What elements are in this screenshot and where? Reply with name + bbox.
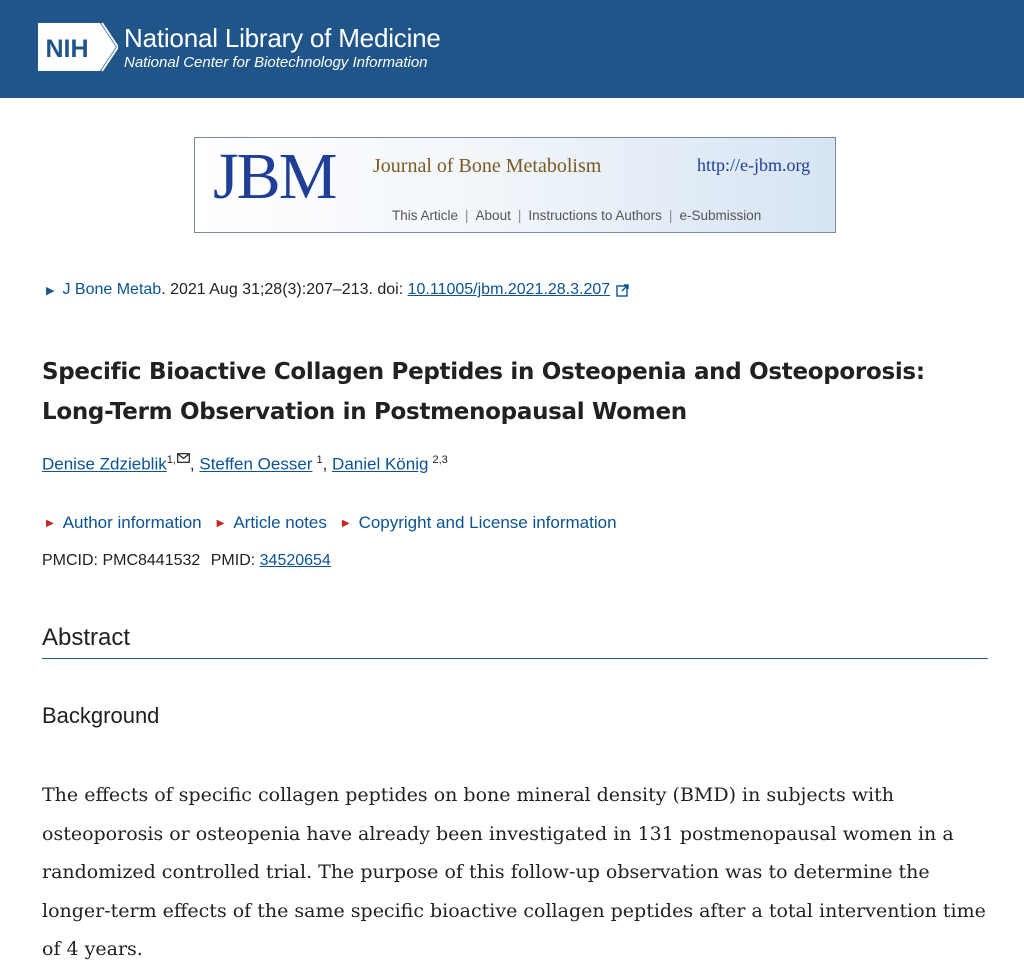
expand-triangle-icon: ▶ (341, 517, 350, 529)
author-information-toggle[interactable] (46, 513, 202, 533)
expand-triangle-icon: ▶ (216, 517, 225, 529)
toggle-label: Article notes (233, 513, 327, 532)
author-link[interactable]: Denise Zdzieblik (42, 454, 167, 474)
mail-icon[interactable] (177, 453, 190, 463)
background-heading: Background (42, 703, 160, 728)
article-info-links (46, 513, 632, 533)
pmid-link[interactable]: 34520654 (259, 552, 331, 569)
external-link-icon (616, 284, 629, 297)
doi-link[interactable]: 10.11005/jbm.2021.28.3.207 (407, 281, 611, 298)
citation-line (46, 281, 629, 299)
pmcid-label: PMCID: (42, 552, 103, 569)
journal-banner[interactable] (194, 137, 836, 233)
nav-instructions[interactable]: Instructions to Authors (528, 208, 662, 223)
article-ids (42, 552, 331, 570)
nih-subtitle: National Center for Biotechnology Information (124, 54, 428, 71)
journal-url[interactable]: http://e-jbm.org (697, 155, 811, 175)
nav-separator: | (668, 208, 673, 223)
background-paragraph: The effects of specific collagen peptides on bone mineral density (BMD) in subjects with osteoporosis or osteopenia have already been investigated in 131 postmenopausal women in a randomized controlled trial. The purpose of this follow-up observation was to determine the longer-term effects of the same specific bioactive collagen peptides after a total intervention time of 4 years. (42, 784, 986, 960)
abstract-heading: Abstract (42, 624, 131, 651)
author-link[interactable]: Steffen Oesser (199, 454, 313, 474)
pmcid-value: PMC8441532 (102, 552, 201, 569)
expand-triangle-icon: ▶ (46, 517, 54, 529)
citation-details: . 2021 Aug 31;28(3):207–213. doi: (161, 281, 408, 298)
nih-logo[interactable] (36, 21, 118, 73)
toggle-label: Author information (62, 513, 202, 532)
expand-triangle-icon[interactable]: ▶ (46, 284, 55, 297)
author-list: Denise Zdzieblik$^{1,}$ , Steffen Oesser $^1$, Daniel König $^{2,3}$ (42, 454, 448, 474)
journal-name: Journal of Bone Metabolism (373, 155, 602, 177)
nav-separator: | (517, 208, 522, 223)
nav-about[interactable]: About (475, 208, 511, 223)
article-title: Specific Bioactive Collagen Peptides in Osteopenia and Osteoporosis: Long-Term Observation in Postmenopausal Women (42, 359, 925, 425)
nav-e-submission[interactable]: e-Submission (679, 208, 762, 223)
author-affiliation: 1 (316, 454, 323, 466)
copyright-license-toggle[interactable] (342, 513, 617, 533)
pmid-label: PMID: (210, 552, 260, 569)
journal-abbrev-link[interactable]: J Bone Metab (62, 281, 162, 298)
toggle-label: Copyright and License information (358, 513, 617, 532)
author-affiliation: 1, (166, 454, 176, 466)
nih-logo-text: NIH (45, 35, 89, 63)
article-notes-toggle[interactable] (217, 513, 327, 533)
abstract-divider (42, 658, 988, 659)
author-link[interactable]: Daniel König (332, 454, 429, 474)
nih-title[interactable]: National Library of Medicine (124, 23, 441, 53)
nav-this-article[interactable]: This Article (392, 208, 459, 223)
nav-separator: | (465, 208, 469, 223)
jbm-logo: JBM (213, 140, 336, 213)
author-affiliation: 2,3 (432, 454, 448, 466)
nih-header (0, 0, 1024, 98)
journal-nav (392, 208, 761, 223)
